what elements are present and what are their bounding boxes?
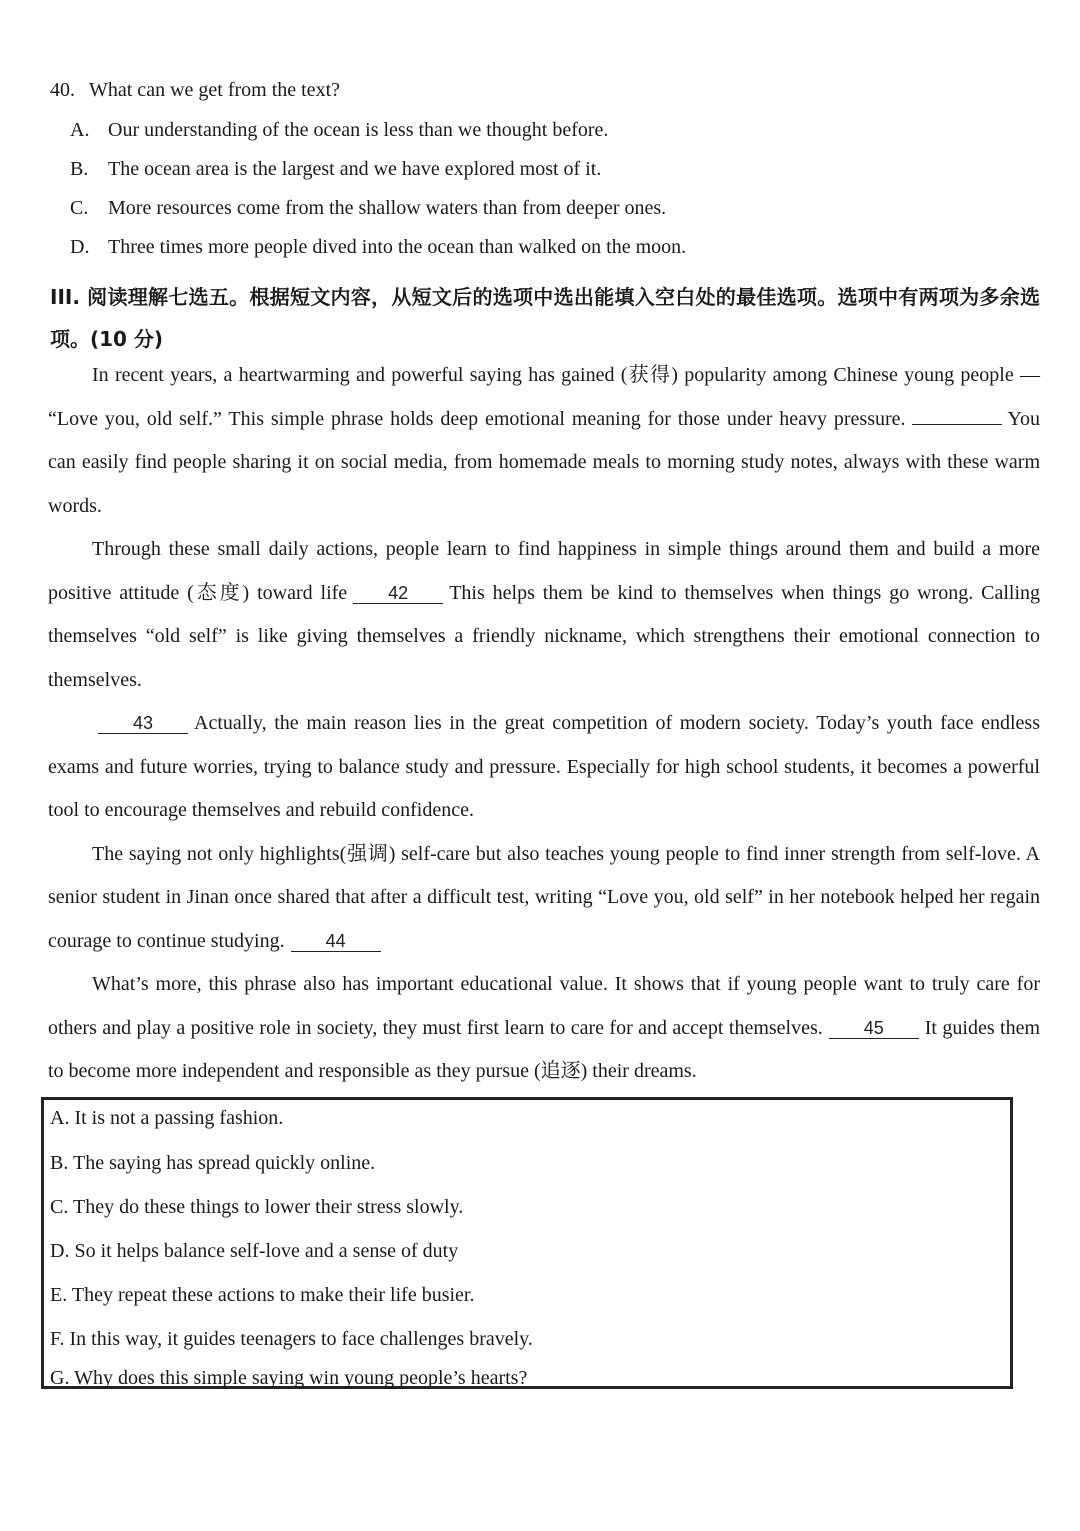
choice-g[interactable]: G. Why does this simple saying win young people’s hearts? xyxy=(50,1367,528,1389)
reading-passage xyxy=(48,354,1040,1094)
paragraph-text: Actually, the main reason lies in the great competition of modern society. Today’s youth face endless exams and future worries, trying to balance study and pressure. Especially for high school students, it becomes a powerful tool to encourage themselves and rebuild confidence. xyxy=(48,712,1040,821)
paragraph-text: It guides them to become more independent and responsible as they pursue (追逐) their dreams. xyxy=(48,1016,1040,1082)
paragraph-text: In recent years, a heartwarming and powerful saying has gained (获得) popularity among Chinese young people — “Love you, old self.” This simple phrase holds deep emotional meaning for those under heavy pressure. xyxy=(48,364,1040,430)
question-option-c xyxy=(70,196,666,220)
option-letter: C. xyxy=(70,197,89,219)
paragraph-text: The saying not only highlights(强调) self-care but also teaches young people to find inner strength from self-love. A senior student in Jinan once shared that after a difficult test, writing “Love you, old self” in her notebook helped her regain courage to continue studying. xyxy=(48,842,1040,952)
option-text: More resources come from the shallow waters than from deeper ones. xyxy=(108,197,667,219)
choice-c[interactable]: C. They do these things to lower their stress slowly. xyxy=(50,1196,464,1218)
passage-paragraph-1 xyxy=(48,354,1040,528)
passage-paragraph-5 xyxy=(48,963,1040,1094)
paragraph-text: This helps them be kind to themselves when things go wrong. Calling themselves “old self” is like giving themselves a friendly nickname, which strengthens their emotional connection to themselves. xyxy=(48,581,1041,691)
option-letter: B. xyxy=(70,158,89,180)
choice-e[interactable]: E. They repeat these actions to make their life busier. xyxy=(50,1284,475,1306)
answer-blank-45[interactable]: 45 xyxy=(829,1018,919,1039)
option-text: The ocean area is the largest and we have explored most of it. xyxy=(108,158,602,180)
option-text: Our understanding of the ocean is less than we thought before. xyxy=(108,119,609,141)
passage-paragraph-3 xyxy=(48,702,1040,833)
option-letter: D. xyxy=(70,236,90,258)
question-stem xyxy=(50,78,340,102)
question-option-b xyxy=(70,157,601,181)
choices-box xyxy=(41,1097,1013,1389)
answer-blank-41[interactable] xyxy=(912,424,1002,425)
answer-blank-43[interactable]: 43 xyxy=(98,713,188,734)
section-heading: III. 阅读理解七选五。根据短文内容，从短文后的选项中选出能填入空白处的最佳选项。选项中有两项为多余选项。(10 分) xyxy=(50,285,1040,351)
choice-a[interactable]: A. It is not a passing fashion. xyxy=(50,1107,284,1129)
option-text: Three times more people dived into the ocean than walked on the moon. xyxy=(108,236,687,258)
question-number: 40. xyxy=(50,79,75,101)
question-text: What can we get from the text? xyxy=(89,79,340,101)
question-option-a xyxy=(70,118,608,142)
choice-b[interactable]: B. The saying has spread quickly online. xyxy=(50,1152,376,1174)
answer-blank-42[interactable]: 42 xyxy=(353,583,443,604)
paragraph-text: What’s more, this phrase also has important educational value. It shows that if young people want to truly care for others and play a positive role in society, they must first learn to care for and accept themselves. xyxy=(48,973,1040,1039)
option-letter: A. xyxy=(70,119,90,141)
paragraph-text: Through these small daily actions, people learn to find happiness in simple things around them and build a more positive attitude (态度) toward life xyxy=(48,538,1040,604)
passage-paragraph-2 xyxy=(48,528,1040,702)
choice-d[interactable]: D. So it helps balance self-love and a sense of duty xyxy=(50,1240,459,1262)
answer-blank-44[interactable]: 44 xyxy=(291,931,381,952)
paragraph-text: You can easily find people sharing it on social media, from homemade meals to morning study notes, always with these warm words. xyxy=(48,407,1040,517)
choice-f[interactable]: F. In this way, it guides teenagers to face challenges bravely. xyxy=(50,1328,533,1350)
passage-paragraph-4 xyxy=(48,833,1040,964)
question-option-d xyxy=(70,235,686,259)
